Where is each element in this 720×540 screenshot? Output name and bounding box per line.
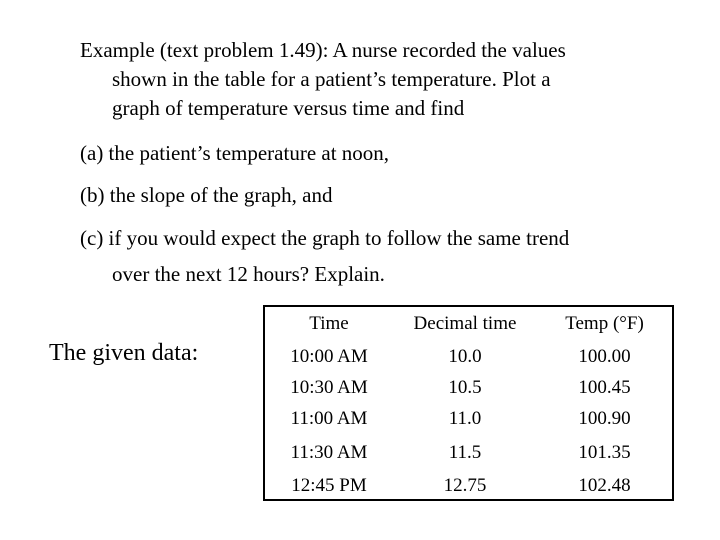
problem-line-2: shown in the table for a patient’s temperature. Plot a (112, 67, 551, 91)
part-c-continuation: over the next 12 hours? Explain. (112, 262, 385, 286)
cell-decimal-time: 11.5 (448, 441, 482, 463)
cell-decimal-time: 11.0 (448, 408, 482, 429)
header-temp: Temp (°F) (565, 313, 644, 334)
part-b: (b) the slope of the graph, and (80, 183, 333, 207)
cell-temp: 102.48 (578, 474, 631, 496)
cell-time: 10:30 AM (290, 376, 368, 398)
table-row (265, 373, 672, 402)
cell-decimal-time: 10.5 (448, 376, 482, 398)
given-data-label: The given data: (49, 340, 199, 366)
table-row (265, 436, 672, 469)
problem-statement (80, 36, 700, 123)
cell-temp: 100.90 (578, 408, 631, 429)
cell-time: 11:00 AM (290, 408, 368, 429)
table-row (265, 469, 672, 502)
data-table-frame (263, 305, 674, 501)
problem-line-1: Example (text problem 1.49): A nurse recorded the values (80, 38, 566, 62)
cell-time: 10:00 AM (290, 346, 368, 367)
cell-decimal-time: 12.75 (443, 474, 487, 496)
cell-decimal-time: 10.0 (448, 346, 482, 367)
header-time: Time (309, 313, 349, 334)
cell-temp: 101.35 (578, 441, 631, 463)
problem-line-3: graph of temperature versus time and find (112, 96, 465, 120)
cell-temp: 100.00 (578, 346, 631, 367)
header-decimal-time: Decimal time (413, 313, 517, 334)
cell-time: 11:30 AM (290, 441, 368, 463)
table-header-row (265, 307, 672, 341)
table-row (265, 341, 672, 373)
part-c: (c) if you would expect the graph to follow the same trend (80, 226, 570, 250)
cell-time: 12:45 PM (291, 474, 367, 496)
data-table (265, 307, 672, 502)
part-a: (a) the patient’s temperature at noon, (80, 141, 390, 165)
table-row (265, 402, 672, 436)
cell-temp: 100.45 (578, 376, 631, 398)
